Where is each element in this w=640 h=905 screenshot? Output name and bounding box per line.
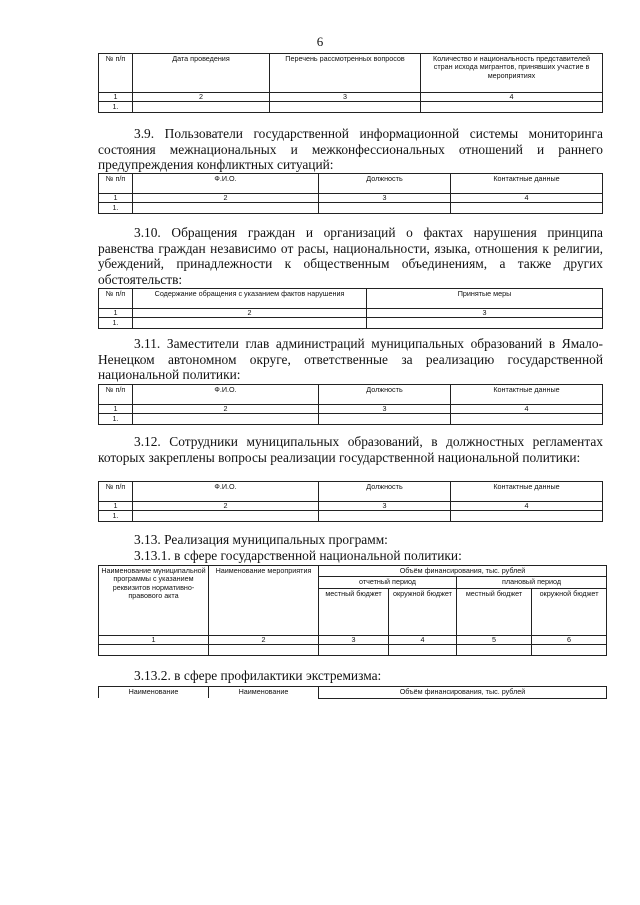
table-header-row	[99, 566, 607, 577]
column-number: 2	[133, 405, 319, 414]
header-cell: Объём финансирования, тыс. рублей	[319, 687, 607, 699]
column-number: 3	[319, 635, 389, 644]
column-number: 4	[451, 194, 603, 203]
header-cell: Должность	[319, 385, 451, 405]
table-header-row	[99, 289, 603, 309]
header-cell: окружной бюджет	[389, 588, 457, 635]
column-number: 4	[451, 405, 603, 414]
table-cell	[319, 645, 389, 656]
column-number-row	[99, 635, 607, 644]
table-cell	[421, 102, 603, 113]
table-cell	[457, 645, 532, 656]
column-number: 2	[133, 502, 319, 511]
column-number-row	[99, 194, 603, 203]
header-cell: плановый период	[457, 577, 607, 588]
table-cell	[99, 645, 209, 656]
header-cell: местный бюджет	[457, 588, 532, 635]
section-3-9-text: 3.9. Пользователи государственной информационной системы мониторинга состояния межнациональных и межконфессиональных отношений и раннего предупреждения конфликтных ситуаций:	[98, 126, 603, 172]
column-number: 2	[133, 309, 367, 318]
header-cell: № п/п	[99, 289, 133, 309]
header-cell: Ф.И.О.	[133, 482, 319, 502]
header-cell: Дата проведения	[133, 54, 270, 93]
table-row	[99, 414, 603, 425]
table-cell	[451, 511, 603, 522]
table-cell	[367, 318, 603, 329]
table-cell	[133, 511, 319, 522]
header-cell: Ф.И.О.	[133, 385, 319, 405]
header-cell: № п/п	[99, 174, 133, 194]
column-number: 3	[319, 405, 451, 414]
section-3-13-1-text: 3.13.1. в сфере государственной национальной политики:	[134, 548, 462, 563]
column-number: 1	[99, 502, 133, 511]
header-cell: Наименование мероприятия	[209, 566, 319, 636]
table-row	[99, 203, 603, 214]
section-3-11-text: 3.11. Заместители глав администраций муниципальных образований в Ямало-Ненецком автономном округе, ответственные за реализацию государственной национальной политики:	[98, 336, 603, 382]
column-number: 5	[457, 635, 532, 644]
table-cell	[133, 318, 367, 329]
header-cell: № п/п	[99, 482, 133, 502]
header-cell: № п/п	[99, 54, 133, 93]
header-cell: Контактные данные	[451, 385, 603, 405]
table-header-row	[99, 687, 607, 699]
section-3-13-2-text: 3.13.2. в сфере профилактики экстремизма:	[134, 668, 382, 683]
column-number: 3	[270, 93, 421, 102]
table-header-row	[99, 174, 603, 194]
column-number: 3	[319, 502, 451, 511]
table-cell	[532, 645, 607, 656]
table-cell	[209, 645, 319, 656]
table-header-row	[99, 54, 603, 93]
header-cell: Должность	[319, 174, 451, 194]
section-3-12-text: 3.12. Сотрудники муниципальных образований, в должностных регламентах которых закреплены вопросы реализации государственной национальной политики:	[98, 434, 603, 465]
table-cell	[389, 645, 457, 656]
header-cell: Количество и национальность представителей стран исхода мигрантов, принявших участие в мероприятиях	[421, 54, 603, 93]
column-number: 2	[209, 635, 319, 644]
table-cell	[133, 414, 319, 425]
column-number: 1	[99, 405, 133, 414]
row-index: 1.	[99, 511, 133, 522]
table-row	[99, 645, 607, 656]
extremism-table	[98, 686, 607, 699]
table-row	[99, 318, 603, 329]
table-header-row	[99, 482, 603, 502]
header-cell: Содержание обращения с указанием фактов нарушения	[133, 289, 367, 309]
header-cell: окружной бюджет	[532, 588, 607, 635]
header-cell: отчетный период	[319, 577, 457, 588]
header-cell: местный бюджет	[319, 588, 389, 635]
column-number: 3	[319, 194, 451, 203]
column-number: 2	[133, 93, 270, 102]
page-number: 6	[316, 34, 324, 49]
table-header-row	[99, 385, 603, 405]
table-cell	[133, 102, 270, 113]
section-3-13-text: 3.13. Реализация муниципальных программ:	[134, 532, 388, 547]
deputies-table	[98, 384, 603, 425]
column-number: 1	[99, 93, 133, 102]
table-row	[99, 102, 603, 113]
header-cell: Перечень рассмотренных вопросов	[270, 54, 421, 93]
table-cell	[319, 203, 451, 214]
appeals-table	[98, 288, 603, 329]
header-cell: Контактные данные	[451, 482, 603, 502]
header-cell: Ф.И.О.	[133, 174, 319, 194]
row-index: 1.	[99, 203, 133, 214]
employees-table	[98, 481, 603, 522]
column-number: 2	[133, 194, 319, 203]
table-cell	[133, 203, 319, 214]
column-number: 4	[421, 93, 603, 102]
table-cell	[319, 414, 451, 425]
header-cell: № п/п	[99, 385, 133, 405]
header-cell: Контактные данные	[451, 174, 603, 194]
header-cell: Наименование	[209, 687, 319, 699]
users-table	[98, 173, 603, 214]
programs-table	[98, 565, 607, 656]
column-number: 1	[99, 194, 133, 203]
row-index: 1.	[99, 414, 133, 425]
table-cell	[270, 102, 421, 113]
column-number: 1	[99, 635, 209, 644]
header-cell: Должность	[319, 482, 451, 502]
row-index: 1.	[99, 318, 133, 329]
table-cell	[451, 414, 603, 425]
table-cell	[319, 511, 451, 522]
column-number-row	[99, 502, 603, 511]
header-cell: Объём финансирования, тыс. рублей	[319, 566, 607, 577]
row-index: 1.	[99, 102, 133, 113]
column-number: 4	[451, 502, 603, 511]
column-number-row	[99, 93, 603, 102]
column-number: 4	[389, 635, 457, 644]
header-cell: Принятые меры	[367, 289, 603, 309]
column-number-row	[99, 405, 603, 414]
table-row	[99, 511, 603, 522]
header-cell: Наименование	[99, 687, 209, 699]
section-3-10-text: 3.10. Обращения граждан и организаций о фактах нарушения принципа равенства граждан независимо от расы, национальности, языка, отношения к религии, убеждений, принадлежности к общественным объединениям, а также других обстоятельств:	[98, 225, 603, 287]
events-table	[98, 53, 603, 113]
column-number-row	[99, 309, 603, 318]
column-number: 6	[532, 635, 607, 644]
table-cell	[451, 203, 603, 214]
column-number: 1	[99, 309, 133, 318]
header-cell: Наименование муниципальной программы с указанием реквизитов нормативно-правового акта	[99, 566, 209, 636]
column-number: 3	[367, 309, 603, 318]
